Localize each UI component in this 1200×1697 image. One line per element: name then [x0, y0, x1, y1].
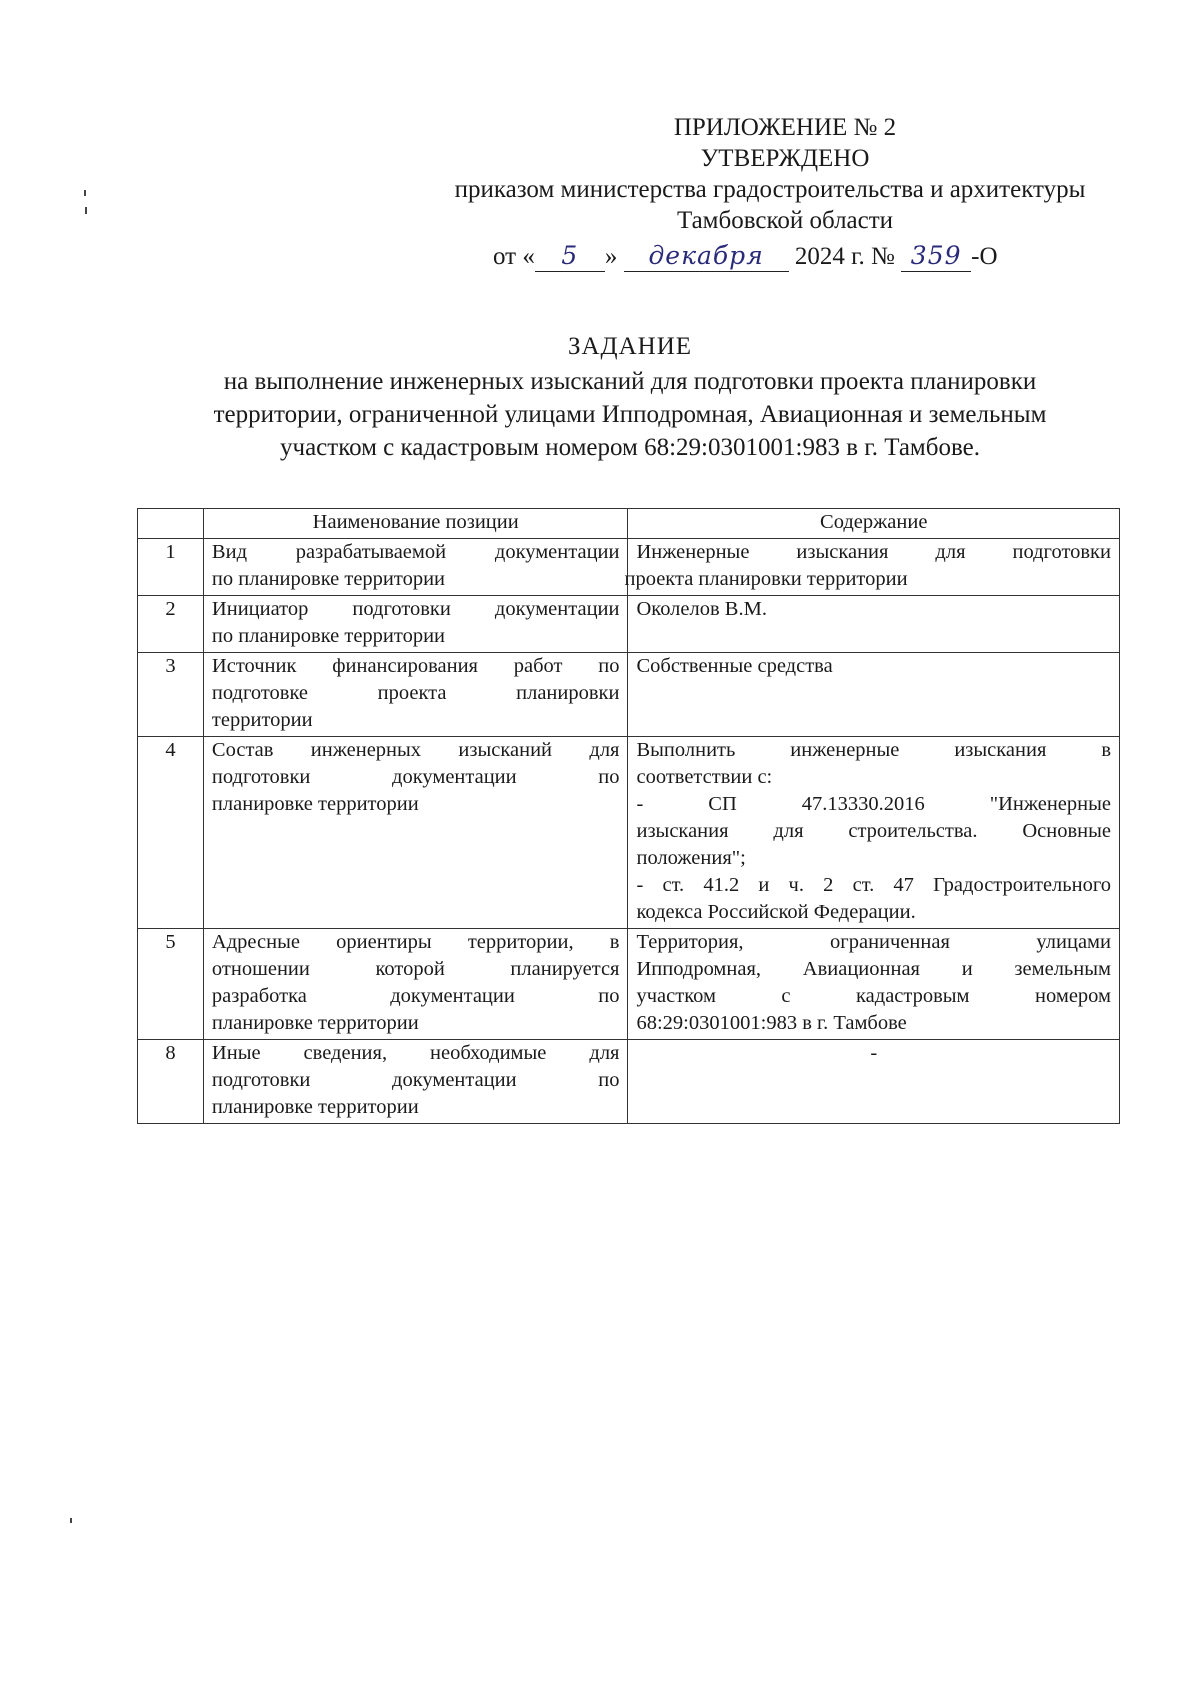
row-content: [628, 737, 1120, 929]
row-content-line: кодекса Российской Федерации.: [636, 901, 916, 923]
handwritten-day: 5: [535, 240, 605, 272]
header-num: [138, 509, 204, 539]
row-content: [628, 653, 1120, 737]
row-name: [203, 653, 628, 737]
region-line: Тамбовской области: [676, 207, 894, 234]
row-name-line: Инициатор подготовки документации: [211, 598, 620, 620]
row-number: 5: [138, 929, 204, 1040]
row-name-line: Иные сведения, необходимые для: [211, 1042, 620, 1064]
row-content: [628, 929, 1120, 1040]
table-row: [138, 1040, 1120, 1124]
row-content-line: Территория, ограниченная улицами: [636, 931, 1111, 953]
row-name-line: по планировке территории: [211, 568, 446, 590]
row-name-line: планировке территории: [211, 1096, 419, 1118]
row-name: [203, 737, 628, 929]
row-content-line: Ипподромная, Авиационная и земельным: [636, 958, 1111, 980]
row-content: [628, 1040, 1120, 1124]
date-year: 2024 г. №: [794, 243, 895, 270]
row-number: 1: [138, 539, 204, 596]
row-content-line: -: [870, 1042, 878, 1064]
task-subtitle-line: территории, ограниченной улицами Ипподромная, Авиационная и земельным: [213, 401, 1047, 428]
row-content: [628, 596, 1120, 653]
row-content-line: Выполнить инженерные изыскания в: [636, 739, 1111, 761]
appendix-title: ПРИЛОЖЕНИЕ № 2: [673, 114, 897, 141]
task-subtitle-line: участком с кадастровым номером 68:29:0301001:983 в г. Тамбове.: [280, 434, 980, 461]
date-prefix: от «: [493, 243, 535, 270]
scan-mark-top: [84, 190, 86, 196]
row-content-line: Околелов В.М.: [636, 598, 767, 620]
task-title: ЗАДАНИЕ: [567, 333, 693, 360]
row-name-line: территории: [211, 709, 313, 731]
row-name: [203, 596, 628, 653]
row-name-line: подготовке проекта планировки: [211, 682, 620, 704]
order-line: приказом министерства градостроительства и архитектуры: [454, 176, 1086, 203]
task-heading: [140, 330, 1120, 464]
row-content-line: соответствии с:: [636, 766, 773, 788]
row-content-line: 68:29:0301001:983 в г. Тамбове: [636, 1012, 907, 1034]
row-content-line: Инженерные изыскания для подготовки: [636, 541, 1111, 563]
table-row: [138, 653, 1120, 737]
header-name: Наименование позиции: [203, 509, 628, 539]
row-name-line: планировке территории: [211, 793, 419, 815]
row-content-line: - ст. 41.2 и ч. 2 ст. 47 Градостроительного: [636, 874, 1111, 896]
table-row: [138, 929, 1120, 1040]
table-row: [138, 539, 1120, 596]
row-content-line: проекта планировки территории: [624, 568, 908, 590]
row-name: [203, 539, 628, 596]
approval-block: [390, 112, 1150, 236]
date-mid: »: [604, 243, 618, 270]
row-name-line: по планировке территории: [211, 625, 446, 647]
row-name-line: подготовки документации по: [211, 1069, 620, 1091]
handwritten-order-number: 359: [901, 240, 971, 272]
row-name-line: Вид разрабатываемой документации: [211, 541, 620, 563]
table-row: [138, 737, 1120, 929]
scan-mark-top-2: [85, 207, 87, 214]
table-header-row: [138, 509, 1120, 539]
row-name-line: планировке территории: [211, 1012, 419, 1034]
row-name: [203, 1040, 628, 1124]
row-name-line: Источник финансирования работ по: [211, 655, 620, 677]
handwritten-month: декабря: [624, 240, 789, 272]
row-number: 3: [138, 653, 204, 737]
task-table: [137, 508, 1120, 1124]
row-name-line: Состав инженерных изысканий для: [211, 739, 620, 761]
row-content: [624, 539, 1120, 596]
row-content-line: - СП 47.13330.2016 "Инженерные: [636, 793, 1111, 815]
row-content-line: положения";: [636, 847, 746, 869]
scan-mark-bottom: [70, 1518, 72, 1523]
row-name-line: разработка документации по: [211, 985, 620, 1007]
header-content: Содержание: [628, 509, 1120, 539]
approved-label: УТВЕРЖДЕНО: [700, 145, 870, 172]
row-content-line: изыскания для строительства. Основные: [636, 820, 1111, 842]
task-subtitle-line: на выполнение инженерных изысканий для подготовки проекта планировки: [223, 368, 1037, 395]
order-date-line: [493, 240, 998, 272]
row-content-line: участком с кадастровым номером: [636, 985, 1111, 1007]
row-number: 4: [138, 737, 204, 929]
order-number-suffix: -О: [971, 243, 998, 270]
row-name-line: Адресные ориентиры территории, в: [211, 931, 620, 953]
row-content-line: Собственные средства: [636, 655, 833, 677]
row-number: 8: [138, 1040, 204, 1124]
table-row: [138, 596, 1120, 653]
row-name-line: подготовки документации по: [211, 766, 620, 788]
row-number: 2: [138, 596, 204, 653]
row-name: [203, 929, 628, 1040]
row-name-line: отношении которой планируется: [211, 958, 620, 980]
